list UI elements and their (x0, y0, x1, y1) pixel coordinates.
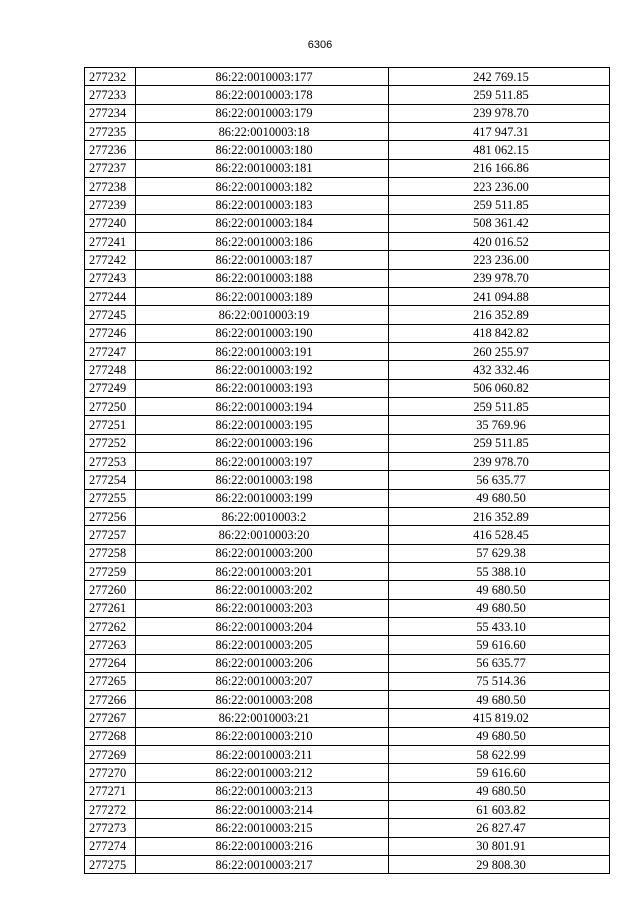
table-row (85, 68, 610, 86)
row-number-cell: 277240 (85, 214, 136, 232)
table-row (85, 269, 610, 287)
table-row (85, 691, 610, 709)
cadastral-value-cell: 59 616.60 (389, 636, 610, 654)
cadastral-number-cell: 86:22:0010003:206 (136, 654, 389, 672)
cadastral-value-cell: 216 352.89 (389, 306, 610, 324)
cadastral-value-cell: 49 680.50 (389, 581, 610, 599)
cadastral-value-cell: 216 352.89 (389, 507, 610, 525)
row-number-cell: 277263 (85, 636, 136, 654)
cadastral-number-cell: 86:22:0010003:181 (136, 159, 389, 177)
row-number-cell: 277249 (85, 379, 136, 397)
row-number-cell: 277266 (85, 691, 136, 709)
table-row (85, 819, 610, 837)
cadastral-value-cell: 432 332.46 (389, 361, 610, 379)
table-row (85, 562, 610, 580)
cadastral-value-cell: 259 511.85 (389, 397, 610, 415)
cadastral-number-cell: 86:22:0010003:216 (136, 837, 389, 855)
row-number-cell: 277257 (85, 526, 136, 544)
cadastral-value-cell: 216 166.86 (389, 159, 610, 177)
cadastral-value-cell: 35 769.96 (389, 416, 610, 434)
cadastral-number-cell: 86:22:0010003:18 (136, 122, 389, 140)
row-number-cell: 277272 (85, 801, 136, 819)
cadastral-number-cell: 86:22:0010003:217 (136, 856, 389, 874)
cadastral-value-cell: 239 978.70 (389, 104, 610, 122)
cadastral-number-cell: 86:22:0010003:214 (136, 801, 389, 819)
cadastral-value-cell: 49 680.50 (389, 489, 610, 507)
table-row (85, 159, 610, 177)
row-number-cell: 277245 (85, 306, 136, 324)
row-number-cell: 277239 (85, 196, 136, 214)
cadastral-value-cell: 481 062.15 (389, 141, 610, 159)
cadastral-number-cell: 86:22:0010003:2 (136, 507, 389, 525)
table-row (85, 489, 610, 507)
row-number-cell: 277261 (85, 599, 136, 617)
page-number: 6306 (307, 39, 333, 51)
cadastral-number-cell: 86:22:0010003:186 (136, 232, 389, 250)
row-number-cell: 277237 (85, 159, 136, 177)
cadastral-number-cell: 86:22:0010003:199 (136, 489, 389, 507)
row-number-cell: 277254 (85, 471, 136, 489)
table-row (85, 727, 610, 745)
table-row (85, 801, 610, 819)
table-row (85, 636, 610, 654)
table-row (85, 141, 610, 159)
row-number-cell: 277234 (85, 104, 136, 122)
cadastral-number-cell: 86:22:0010003:210 (136, 727, 389, 745)
row-number-cell: 277274 (85, 837, 136, 855)
cadastral-value-cell: 75 514.36 (389, 672, 610, 690)
cadastral-number-cell: 86:22:0010003:184 (136, 214, 389, 232)
row-number-cell: 277262 (85, 617, 136, 635)
row-number-cell: 277256 (85, 507, 136, 525)
table-row (85, 654, 610, 672)
cadastral-value-cell: 49 680.50 (389, 727, 610, 745)
cadastral-number-cell: 86:22:0010003:212 (136, 764, 389, 782)
row-number-cell: 277271 (85, 782, 136, 800)
row-number-cell: 277243 (85, 269, 136, 287)
cadastral-number-cell: 86:22:0010003:21 (136, 709, 389, 727)
cadastral-number-cell: 86:22:0010003:198 (136, 471, 389, 489)
row-number-cell: 277258 (85, 544, 136, 562)
cadastral-number-cell: 86:22:0010003:195 (136, 416, 389, 434)
table-row (85, 416, 610, 434)
table-row (85, 856, 610, 874)
cadastral-number-cell: 86:22:0010003:196 (136, 434, 389, 452)
table-row (85, 324, 610, 342)
table-row (85, 782, 610, 800)
table-row (85, 214, 610, 232)
cadastral-value-cell: 242 769.15 (389, 68, 610, 86)
cadastral-value-cell: 223 236.00 (389, 251, 610, 269)
cadastral-value-cell: 57 629.38 (389, 544, 610, 562)
table-row (85, 434, 610, 452)
row-number-cell: 277269 (85, 746, 136, 764)
cadastral-value-cell: 59 616.60 (389, 764, 610, 782)
cadastral-number-cell: 86:22:0010003:19 (136, 306, 389, 324)
row-number-cell: 277252 (85, 434, 136, 452)
cadastral-number-cell: 86:22:0010003:190 (136, 324, 389, 342)
cadastral-number-cell: 86:22:0010003:177 (136, 68, 389, 86)
cadastral-number-cell: 86:22:0010003:215 (136, 819, 389, 837)
table-row (85, 581, 610, 599)
table-row (85, 177, 610, 195)
cadastral-number-cell: 86:22:0010003:187 (136, 251, 389, 269)
table-row (85, 544, 610, 562)
table-row (85, 251, 610, 269)
cadastral-number-cell: 86:22:0010003:191 (136, 342, 389, 360)
cadastral-number-cell: 86:22:0010003:180 (136, 141, 389, 159)
table-row (85, 287, 610, 305)
table-row (85, 232, 610, 250)
cadastral-number-cell: 86:22:0010003:179 (136, 104, 389, 122)
cadastral-number-cell: 86:22:0010003:200 (136, 544, 389, 562)
cadastral-number-cell: 86:22:0010003:178 (136, 86, 389, 104)
table-row (85, 764, 610, 782)
cadastral-value-cell: 55 433.10 (389, 617, 610, 635)
row-number-cell: 277241 (85, 232, 136, 250)
row-number-cell: 277273 (85, 819, 136, 837)
cadastral-value-cell: 26 827.47 (389, 819, 610, 837)
cadastral-value-cell: 223 236.00 (389, 177, 610, 195)
cadastral-number-cell: 86:22:0010003:197 (136, 452, 389, 470)
cadastral-value-cell: 56 635.77 (389, 654, 610, 672)
table-row (85, 599, 610, 617)
cadastral-number-cell: 86:22:0010003:183 (136, 196, 389, 214)
table-row (85, 122, 610, 140)
row-number-cell: 277275 (85, 856, 136, 874)
cadastral-number-cell: 86:22:0010003:204 (136, 617, 389, 635)
table-row (85, 196, 610, 214)
row-number-cell: 277251 (85, 416, 136, 434)
row-number-cell: 277247 (85, 342, 136, 360)
cadastral-number-cell: 86:22:0010003:182 (136, 177, 389, 195)
cadastral-value-cell: 56 635.77 (389, 471, 610, 489)
cadastral-value-cell: 259 511.85 (389, 196, 610, 214)
row-number-cell: 277250 (85, 397, 136, 415)
cadastral-value-cell: 415 819.02 (389, 709, 610, 727)
table-row (85, 342, 610, 360)
table-row (85, 397, 610, 415)
table-row (85, 452, 610, 470)
row-number-cell: 277236 (85, 141, 136, 159)
table-row (85, 471, 610, 489)
row-number-cell: 277248 (85, 361, 136, 379)
cadastral-value-cell: 29 808.30 (389, 856, 610, 874)
cadastral-number-cell: 86:22:0010003:202 (136, 581, 389, 599)
cadastral-value-cell: 58 622.99 (389, 746, 610, 764)
cadastral-value-cell: 260 255.97 (389, 342, 610, 360)
row-number-cell: 277235 (85, 122, 136, 140)
row-number-cell: 277233 (85, 86, 136, 104)
cadastral-number-cell: 86:22:0010003:194 (136, 397, 389, 415)
cadastral-value-cell: 49 680.50 (389, 599, 610, 617)
row-number-cell: 277253 (85, 452, 136, 470)
row-number-cell: 277259 (85, 562, 136, 580)
cadastral-value-cell: 259 511.85 (389, 434, 610, 452)
cadastral-value-cell: 506 060.82 (389, 379, 610, 397)
row-number-cell: 277255 (85, 489, 136, 507)
cadastral-value-cell: 241 094.88 (389, 287, 610, 305)
cadastral-number-cell: 86:22:0010003:207 (136, 672, 389, 690)
row-number-cell: 277244 (85, 287, 136, 305)
cadastral-value-cell: 55 388.10 (389, 562, 610, 580)
cadastral-number-cell: 86:22:0010003:201 (136, 562, 389, 580)
table-row (85, 709, 610, 727)
cadastral-value-cell: 49 680.50 (389, 782, 610, 800)
row-number-cell: 277264 (85, 654, 136, 672)
cadastral-value-cell: 30 801.91 (389, 837, 610, 855)
cadastral-number-cell: 86:22:0010003:203 (136, 599, 389, 617)
row-number-cell: 277238 (85, 177, 136, 195)
cadastral-value-cell: 418 842.82 (389, 324, 610, 342)
cadastral-number-cell: 86:22:0010003:211 (136, 746, 389, 764)
table-row (85, 837, 610, 855)
cadastral-number-cell: 86:22:0010003:193 (136, 379, 389, 397)
cadastral-number-cell: 86:22:0010003:213 (136, 782, 389, 800)
row-number-cell: 277268 (85, 727, 136, 745)
cadastral-value-cell: 239 978.70 (389, 269, 610, 287)
cadastral-number-cell: 86:22:0010003:20 (136, 526, 389, 544)
row-number-cell: 277265 (85, 672, 136, 690)
cadastral-number-cell: 86:22:0010003:188 (136, 269, 389, 287)
table-row (85, 507, 610, 525)
cadastral-value-cell: 239 978.70 (389, 452, 610, 470)
table-row (85, 617, 610, 635)
row-number-cell: 277267 (85, 709, 136, 727)
cadastral-value-cell: 416 528.45 (389, 526, 610, 544)
table-row (85, 379, 610, 397)
table-row (85, 361, 610, 379)
cadastral-value-cell: 420 016.52 (389, 232, 610, 250)
table-row (85, 672, 610, 690)
table-row (85, 526, 610, 544)
table-row (85, 306, 610, 324)
table-row (85, 746, 610, 764)
row-number-cell: 277242 (85, 251, 136, 269)
cadastral-number-cell: 86:22:0010003:189 (136, 287, 389, 305)
cadastral-number-cell: 86:22:0010003:192 (136, 361, 389, 379)
cadastral-number-cell: 86:22:0010003:205 (136, 636, 389, 654)
cadastral-value-cell: 49 680.50 (389, 691, 610, 709)
row-number-cell: 277232 (85, 68, 136, 86)
table-row (85, 104, 610, 122)
row-number-cell: 277246 (85, 324, 136, 342)
cadastral-number-cell: 86:22:0010003:208 (136, 691, 389, 709)
cadastral-value-cell: 417 947.31 (389, 122, 610, 140)
row-number-cell: 277260 (85, 581, 136, 599)
table-body (85, 68, 610, 874)
cadastral-value-table (84, 67, 610, 874)
table-row (85, 86, 610, 104)
cadastral-value-cell: 508 361.42 (389, 214, 610, 232)
cadastral-value-cell: 61 603.82 (389, 801, 610, 819)
row-number-cell: 277270 (85, 764, 136, 782)
cadastral-value-cell: 259 511.85 (389, 86, 610, 104)
